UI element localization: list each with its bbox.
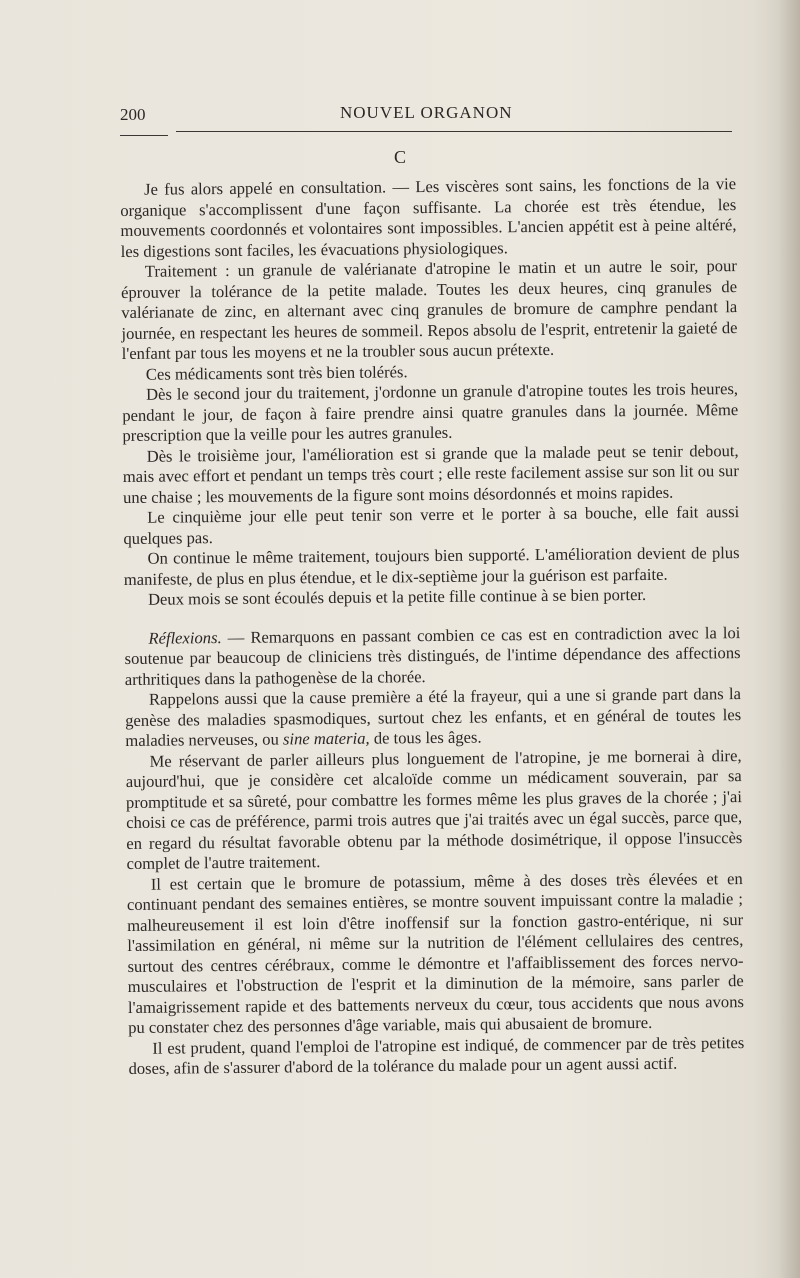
rappelons-italic: sine materia, [282, 728, 370, 749]
page-number: 200 [120, 105, 146, 124]
paragraph-traitement: Traitement : un granule de valérianate d'atropine le matin et un autre le soir, pour éprouver la tolérance de la petite malade. Toutes les deux heures, cinq granules de valérianate de zinc, en alternant avec cinq granules de bromure de camphre pendant la journée, en respectant les heures de sommeil. Repos absolu de l'esprit, entretenir la gaieté de l'enfant par tous les moyens et ne la troubler sous aucun prétexte. [120, 256, 738, 363]
paragraph-troisieme-jour: Dès le troisième jour, l'amélioration est si grande que la malade peut se tenir debout, mais avec effort et pendant un temps très court ; elle reste facilement assise sur son lit ou sur une chaise ; les mouvements de la figure sont moins désordonnés et moins rapides. [122, 440, 739, 507]
page-edge-shadow [778, 0, 800, 1278]
paragraph-prudent: Il est prudent, quand l'emploi de l'atropine est indiqué, de commencer par de très petites doses, afin de s'assurer d'abord de la tolérance du malade pour un agent aussi actif. [128, 1032, 745, 1078]
paragraph-cinquieme-jour: Le cinquième jour elle peut tenir son verre et le porter à sa bouche, elle fait aussi quelques pas. [123, 502, 740, 548]
paragraph-second-jour: Dès le second jour du traitement, j'ordonne un granule d'atropine toutes les trois heures, pendant le jour, de façon à faire prendre ainsi quatre granules dans la journée. Même prescription que la veille pour les autres granules. [122, 379, 739, 445]
paragraph-deux-mois: Deux mois se sont écoulés depuis et la petite fille continue à se bien porter. [147, 584, 647, 609]
header-rule-short [120, 135, 168, 136]
paragraph-tolerance: Ces médicaments sont très bien tolérés. [145, 361, 408, 384]
page-header [120, 103, 732, 133]
paragraph-rappelons [125, 684, 742, 751]
paragraph-reflexions [124, 623, 741, 690]
rappelons-text-after: de tous les âges. [369, 727, 482, 748]
paragraph-continuation: On continue le même traitement, toujours bien supporté. L'amélioration devient de plus manifeste, de plus en plus étendue, et le dix-septième jour la guérison est parfaite. [123, 543, 740, 589]
reflexions-text: — Remarquons en passant combien ce cas est en contradiction avec la loi soutenue par beaucoup de cliniciens très distingués, de l'intime dépendance des affections arthritiques dans la pathogenèse de la chorée. [124, 622, 741, 689]
paragraph-atropine: Me réservant de parler ailleurs plus longuement de l'atropine, je me bornerai à dire, aujourd'hui, que je considère cet alcaloïde comme un médicament souverain, par sa promptitude et sa sûreté, pour combattre les formes même les plus graves de la chorée ; j'ai choisi ce cas de préférence, parmi trois autres que j'ai traités avec un égal succès, parce que, en regard du résultat favorable obtenu par la méthode dosimétrique, il oppose l'insuccès complet de l'autre traitement. [125, 745, 743, 873]
paragraph-bromure: Il est certain que le bromure de potassium, même à des doses très élevées et en continuant pendant des semaines entières, se montre souvent impuissant contre la maladie ; malheureusement il est loin d'être inoffensif sur la fonction gastro-entérique, ni sur l'assimilation en général, ni même sur la nutrition de l'élément cellulaires des centres, surtout des centres cérébraux, comme le démontre et l'affaiblissement des forces nervo-musculaires et l'obstruction de l'esprit et la diminution de la mémoire, sans parler de l'amaigrissement rapide et des battements nerveux du cœur, tous accidents que nous avons pu constater chez des personnes d'âge variable, mais qui abusaient de bromure. [126, 868, 745, 1037]
reflexions-label: Réflexions. [148, 627, 222, 648]
rappelons-text-before: Rappelons aussi que la cause première a été la frayeur, qui a une si grande part dans la genèse des maladies spasmodiques, surtout chez les enfants, et en général de toutes les maladies nerveuses, ou [125, 684, 742, 750]
paragraph-consultation: Je fus alors appelé en consultation. — Les viscères sont sains, les fonctions de la vie organique s'accomplissent d'une façon suffisante. La chorée est très étendue, les mouvements coordonnés et volontaires sont impossibles. L'ancien appétit est à peine altéré, les digestions sont faciles, les évacuations physiologiques. [120, 174, 737, 261]
running-title: NOUVEL ORGANON [340, 103, 513, 122]
body-text [120, 174, 745, 1079]
header-rule [176, 131, 732, 132]
section-heading: C [393, 147, 406, 167]
